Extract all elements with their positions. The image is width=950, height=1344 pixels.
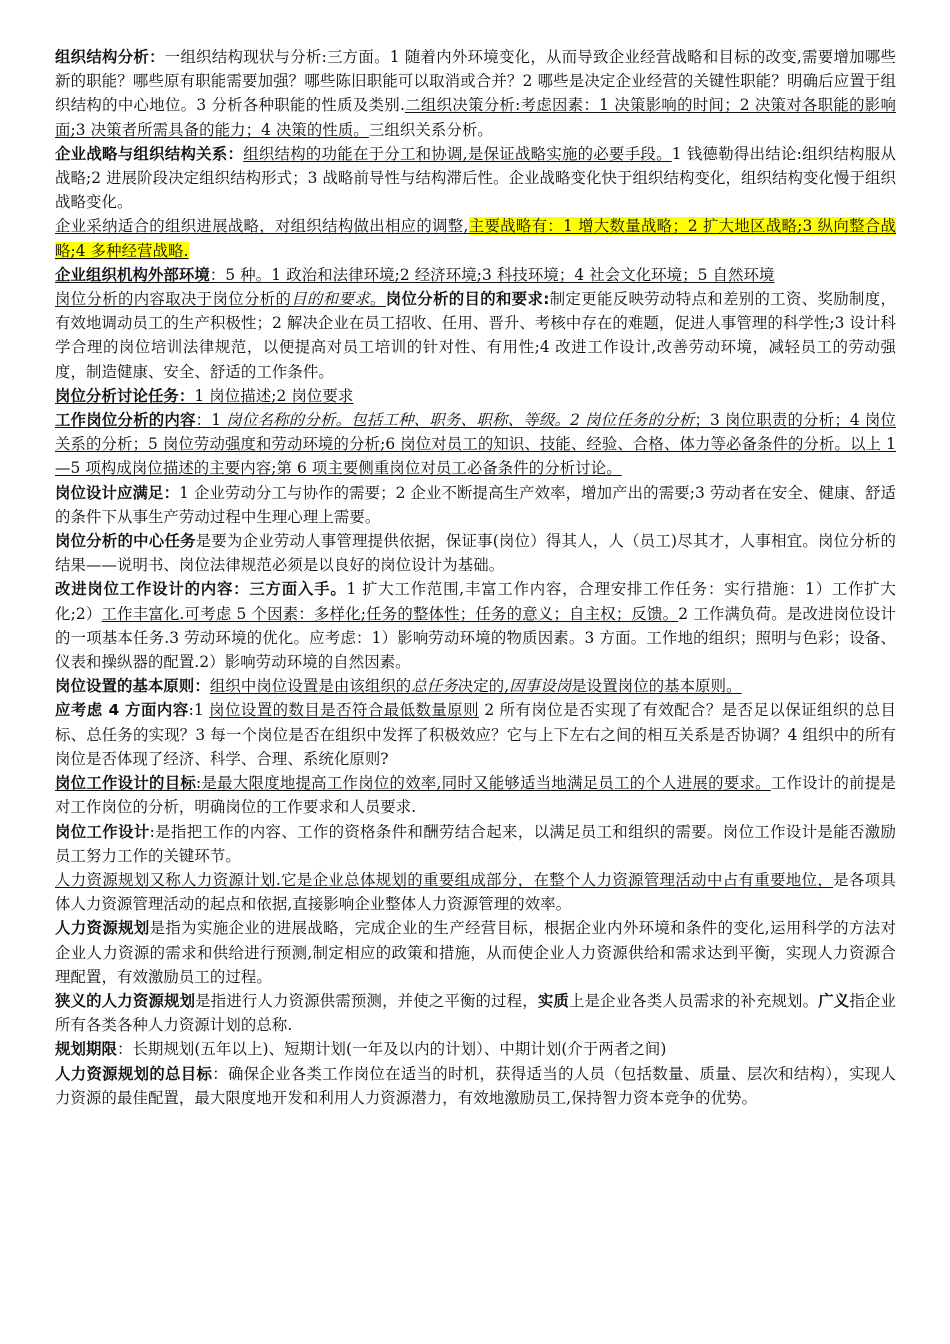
text-run: 企业采纳适合的组织进展战略，对组织结构做出相应的调整, xyxy=(55,217,469,236)
text-run: 二组织决策分析:考虑因素：1 决策影响的时间；2 决策对各职能的影响面;3 决策者所需具备的能力；4 决策的性质。 xyxy=(55,96,896,139)
paragraph xyxy=(55,989,896,1037)
text-run: 是指进行人力资源供需预测，并使之平衡的过程， xyxy=(195,991,538,1010)
text-run: ：5 种。1 政治和法律环境;2 经济环境;3 科技环境；4 社会文化环境；5 自然环境 xyxy=(209,265,775,284)
text-run: 岗位分析的目的和要求: xyxy=(385,290,550,309)
text-run: :是指把工作的内容、工作的资格条件和酬劳结合起来，以满足员工和组织的需要。岗位工作设计是能否激励员工努力工作的关键环节。 xyxy=(55,822,896,865)
text-run: 1 企业劳动分工与协作的需要；2 企业不断提高生产效率，增加产出的需要;3 劳动者在安全、健康、舒适的条件下从事生产劳动过程中生理心理上需要。 xyxy=(55,483,896,526)
text-run: 企业组织机构外部环境 xyxy=(55,265,210,284)
text-run: 主要战略有：1 增大数量战略；2 扩大地区战略;3 纵向整合战略;4 多种经营战略. xyxy=(55,217,896,260)
paragraph xyxy=(55,698,896,771)
paragraph xyxy=(55,214,896,262)
paragraph xyxy=(55,142,896,215)
paragraph xyxy=(55,1062,896,1110)
paragraph xyxy=(55,1037,896,1061)
paragraph xyxy=(55,820,896,868)
text-run: 因事设岗 xyxy=(509,677,572,696)
text-run: 岗位设置的基本原则： xyxy=(55,677,210,696)
text-run: 岗位名称的分析。包括工种、职务、职称、等级。2 岗位任务的分析 xyxy=(226,411,695,430)
text-run: 岗位设置的数目是否符合最低数量原则 xyxy=(209,701,479,720)
text-run: 2 所有岗位是否实现了有效配合？是否足以保证组织的总目标、总任务的实现？3 每一个岗位是否在组织中发挥了积极效应？它与上下左右之间的相互关系是否协调？4 组织中的所有岗位是否体现了经济、科学、合理、系统化原则? xyxy=(55,701,896,768)
text-run: 组织结构分析： xyxy=(55,48,165,66)
paragraph xyxy=(55,771,896,819)
text-run: 广义 xyxy=(818,991,850,1010)
text-run: 目的和要求 xyxy=(291,290,370,309)
text-run: 组织结构的功能在于分工和协调,是保证战略实施的必要手段。 xyxy=(243,144,672,163)
text-run: 。 xyxy=(369,290,386,309)
paragraph xyxy=(55,916,896,989)
text-run: 工作岗位分析的内容 xyxy=(55,411,196,430)
text-run: ；3 岗位职责的分析；4 岗位关系的分析；5 岗位劳动强度和劳动环境的分析;6 岗位对员工的知识、技能、经验、合格、体力等必备条件的分析。以上 1—5 项构成岗位描述的主要内容;第 6 项主要侧重岗位对员工必备条件的分析讨论。 xyxy=(55,411,897,478)
text-run: 是要为企业劳动人事管理提供依据，保证事(岗位）得其人，人（员工)尽其才，人事相宜。岗位分析的结果——说明书、岗位法律规范必须是以良好的岗位设计为基础。 xyxy=(55,532,896,575)
paragraph xyxy=(55,674,896,698)
text-run: 人力资源规划 xyxy=(55,919,150,938)
text-run: 应考虑 4 方面内容 xyxy=(55,701,189,720)
paragraph xyxy=(55,577,896,674)
text-run: 1 岗位描述;2 岗位要求 xyxy=(194,386,354,405)
paragraph xyxy=(55,45,896,142)
text-run: 总任务 xyxy=(411,677,458,696)
paragraph xyxy=(55,529,896,577)
paragraph xyxy=(55,384,896,408)
text-run: 1 钱德勒得出结论:组织结构服从战略;2 进展阶段决定组织结构形式；3 战略前导性与结构滞后性。企业战略变化快于组织结构变化，组织结构变化慢于组织战略变化。 xyxy=(55,144,896,212)
text-run: 决定的, xyxy=(457,677,510,696)
text-run: 是各项具体人力资源管理活动的起点和依据,直接影响企业整体人力资源管理的效率。 xyxy=(55,870,896,914)
text-run: :1 xyxy=(188,701,210,720)
text-run: :是最大限度地提高工作岗位的效率,同时又能够适当地满足员工的个人进展的要求。 xyxy=(196,774,771,793)
text-run: ：确保企业各类工作岗位在适当的时机，获得适当的人员（包括数量、质量、层次和结构），实现人力资源的最佳配置，最大限度地开发和利用人力资源潜力，有效地激励员工,保持智力资本竞争的优势。 xyxy=(55,1064,896,1107)
paragraph xyxy=(55,287,896,384)
paragraph xyxy=(55,408,896,481)
text-run: 改进岗位工作设计的内容：三方面入手。 xyxy=(55,580,347,599)
text-run: 岗位分析的中心任务 xyxy=(55,532,196,551)
text-run: 制定更能反映劳动特点和差别的工资、奖励制度，有效地调动员工的生产积极性；2 解决企业在员工招收、任用、晋升、考核中存在的难题，促进人事管理的科学性;3 设计科学合理的岗位培训法律规范，以便提高对员工培训的针对性、有用性;4 改进工作设计,改善劳动环境，减轻员工的劳动强度，制造健康、安全、舒适的工作条件。 xyxy=(55,290,896,381)
text-run: 岗位分析讨论任务： xyxy=(55,386,195,405)
text-run: 指企业所有各类各种人力资源计划的总称. xyxy=(55,991,897,1035)
text-run: 是设置岗位的基本原则。 xyxy=(571,677,742,696)
text-run: 岗位工作设计 xyxy=(55,822,150,841)
text-run: ：长期规划(五年以上)、短期计划(一年及以内的计划）、中期计划(介于两者之间) xyxy=(116,1040,667,1059)
text-run: 规划期限 xyxy=(55,1040,117,1059)
text-run: 一组织结构现状与分析:三方面。1 随着内外环境变化，从而导致企业经营战略和目标的改变,需要增加哪些新的职能？哪些原有职能需要加强？哪些陈旧职能可以取消或合并？2 哪些是决定企业经营的关键性职能？明确后应置于组织结构的中心地位。3 分析各种职能的性质及类别. xyxy=(55,48,896,115)
text-run: ：1 xyxy=(195,411,227,430)
text-run: 组织中岗位设置是由该组织的 xyxy=(209,677,412,696)
text-run: 工作丰富化.可考虑 5 个因素：多样化;任务的整体性；任务的意义；自主权；反馈。 xyxy=(101,604,679,623)
text-run: 人力资源规划的总目标 xyxy=(55,1064,213,1083)
text-run: 岗位分析的内容取决于岗位分析的 xyxy=(55,290,292,309)
text-run: 1 扩大工作范围,丰富工作内容，合理安排工作任务：实行措施：1）工作扩大化;2） xyxy=(55,580,896,623)
text-run: 是指为实施企业的进展战略，完成企业的生产经营目标，根据企业内外环境和条件的变化,运用科学的方法对企业人力资源的需求和供给进行预测,制定相应的政策和措施，从而使企业人力资源供给和需求达到平衡，实现人力资源合理配置，有效激励员工的过程。 xyxy=(55,919,896,986)
paragraph xyxy=(55,481,896,529)
text-run: 上是企业各类人员需求的补充规划。 xyxy=(569,991,819,1010)
text-run: 工作设计的前提是对工作岗位的分析，明确岗位的工作要求和人员要求. xyxy=(55,774,896,817)
text-run: 狭义的人力资源规划 xyxy=(55,991,196,1010)
text-run: 岗位工作设计的目标 xyxy=(55,774,197,793)
text-run: 三组织关系分析。 xyxy=(368,120,493,139)
text-run: 2 工作满负荷。是改进岗位设计的一项基本任务.3 劳动环境的优化。应考虑：1）影响劳动环境的物质因素。3 方面。工作地的组织；照明与色彩；设备、仪表和操纵器的配置.2）影响劳动环境的自然因素。 xyxy=(55,604,896,672)
text-run: 人力资源规划又称人力资源计划.它是企业总体规划的重要组成部分，在整个人力资源管理活动中占有重要地位， xyxy=(55,870,834,889)
paragraph xyxy=(55,868,896,916)
text-run: 企业战略与组织结构关系： xyxy=(55,144,244,163)
text-run: 实质 xyxy=(537,991,569,1010)
text-run: 岗位设计应满足： xyxy=(55,483,180,502)
paragraph xyxy=(55,263,896,287)
